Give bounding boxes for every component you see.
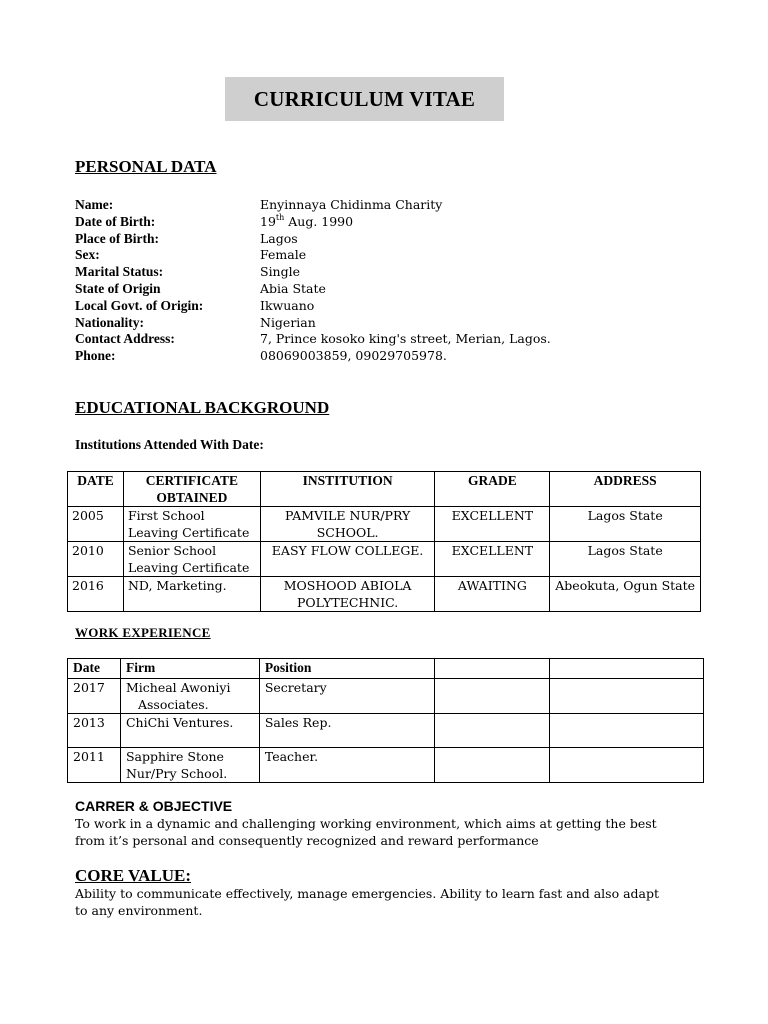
column-header bbox=[434, 659, 550, 679]
cell-empty bbox=[434, 748, 550, 783]
cell-address: Lagos State bbox=[550, 542, 701, 577]
cell-empty bbox=[550, 714, 704, 748]
field-value: Female bbox=[260, 247, 307, 262]
firm-line: Micheal Awoniyi bbox=[125, 680, 231, 695]
cell-date: 2010 bbox=[68, 542, 124, 577]
core-value-heading: CORE VALUE: bbox=[75, 866, 192, 885]
core-value-line: Ability to communicate effectively, manage emergencies. Ability to learn fast and also adapt bbox=[75, 886, 660, 901]
column-header: ADDRESS bbox=[550, 472, 701, 507]
personal-row-name bbox=[75, 196, 695, 213]
cell-institution: MOSHOOD ABIOLA POLYTECHNIC. bbox=[260, 577, 435, 612]
personal-row-nationality bbox=[75, 314, 695, 331]
field-value: Ikwuano bbox=[260, 298, 315, 313]
table-row bbox=[68, 507, 701, 542]
field-label: Phone: bbox=[75, 348, 116, 363]
personal-row-marital-status bbox=[75, 263, 695, 280]
column-header: INSTITUTION bbox=[260, 472, 435, 507]
firm-line: Nur/Pry School. bbox=[125, 766, 228, 781]
cell-empty bbox=[434, 679, 550, 714]
firm-line: Sapphire Stone bbox=[125, 749, 224, 764]
cell-date: 2017 bbox=[68, 679, 121, 714]
field-value bbox=[260, 213, 353, 230]
field-label: Sex: bbox=[75, 247, 100, 262]
field-value: Abia State bbox=[260, 281, 326, 296]
personal-data-heading: PERSONAL DATA bbox=[75, 157, 217, 176]
cell-firm bbox=[120, 714, 259, 748]
field-label: Marital Status: bbox=[75, 264, 164, 279]
cell-certificate: First School Leaving Certificate bbox=[123, 507, 260, 542]
cell-grade: EXCELLENT bbox=[435, 542, 550, 577]
personal-row-phone bbox=[75, 347, 695, 364]
field-value: Lagos bbox=[260, 231, 298, 246]
firm-line: ChiChi Ventures. bbox=[125, 715, 234, 730]
firm-line: Associates. bbox=[137, 697, 209, 712]
field-label: State of Origin bbox=[75, 281, 161, 296]
field-label: Date of Birth: bbox=[75, 214, 156, 229]
field-value: Nigerian bbox=[260, 315, 316, 330]
cell-date: 2005 bbox=[68, 507, 124, 542]
core-value-text bbox=[75, 885, 695, 919]
cell-date: 2013 bbox=[68, 714, 121, 748]
column-header: Position bbox=[259, 659, 434, 679]
column-header: Date bbox=[68, 659, 121, 679]
field-value: Single bbox=[260, 264, 301, 279]
cell-empty bbox=[434, 714, 550, 748]
personal-row-lga bbox=[75, 297, 695, 314]
field-label: Contact Address: bbox=[75, 331, 175, 346]
table-row bbox=[68, 542, 701, 577]
table-row bbox=[68, 714, 704, 748]
cell-date: 2011 bbox=[68, 748, 121, 783]
work-experience-table bbox=[67, 658, 704, 783]
column-header: Firm bbox=[120, 659, 259, 679]
dob-rest: Aug. 1990 bbox=[284, 214, 354, 229]
objective-heading: CARRER & OBJECTIVE bbox=[75, 798, 233, 814]
cell-date: 2016 bbox=[68, 577, 124, 612]
personal-row-state-of-origin bbox=[75, 280, 695, 297]
objective-line: from it’s personal and consequently recognized and reward performance bbox=[75, 833, 539, 848]
cell-grade: EXCELLENT bbox=[435, 507, 550, 542]
education-subheading: Institutions Attended With Date: bbox=[75, 437, 264, 452]
column-header bbox=[550, 659, 704, 679]
field-value: 08069003859, 09029705978. bbox=[260, 348, 447, 363]
cell-grade: AWAITING bbox=[435, 577, 550, 612]
education-table bbox=[67, 471, 701, 612]
document-title: CURRICULUM VITAE bbox=[225, 77, 504, 121]
cell-certificate: ND, Marketing. bbox=[123, 577, 260, 612]
column-header: CERTIFICATE OBTAINED bbox=[123, 472, 260, 507]
core-value-line: to any environment. bbox=[75, 903, 203, 918]
cell-institution: EASY FLOW COLLEGE. bbox=[260, 542, 435, 577]
table-row bbox=[68, 679, 704, 714]
cell-position: Secretary bbox=[259, 679, 434, 714]
field-label: Nationality: bbox=[75, 315, 144, 330]
personal-row-place-of-birth bbox=[75, 230, 695, 247]
cell-firm bbox=[120, 748, 259, 783]
education-heading: EDUCATIONAL BACKGROUND bbox=[75, 398, 330, 417]
cell-empty bbox=[550, 748, 704, 783]
table-header-row bbox=[68, 472, 701, 507]
field-label: Local Govt. of Origin: bbox=[75, 298, 204, 313]
personal-row-sex bbox=[75, 246, 695, 263]
field-value: 7, Prince kosoko king's street, Merian, Lagos. bbox=[260, 331, 551, 346]
column-header: DATE bbox=[68, 472, 124, 507]
field-label: Name: bbox=[75, 197, 114, 212]
work-experience-heading: WORK EXPERIENCE bbox=[75, 625, 211, 640]
cell-firm bbox=[120, 679, 259, 714]
column-header: GRADE bbox=[435, 472, 550, 507]
table-row bbox=[68, 577, 701, 612]
dob-suffix: th bbox=[275, 213, 285, 222]
objective-text bbox=[75, 815, 695, 849]
cell-address: Lagos State bbox=[550, 507, 701, 542]
cell-empty bbox=[550, 679, 704, 714]
table-header-row bbox=[68, 659, 704, 679]
objective-line: To work in a dynamic and challenging working environment, which aims at getting the best bbox=[75, 816, 657, 831]
dob-day: 19 bbox=[260, 214, 276, 229]
field-label: Place of Birth: bbox=[75, 231, 159, 246]
cell-position: Teacher. bbox=[259, 748, 434, 783]
cell-position: Sales Rep. bbox=[259, 714, 434, 748]
personal-row-dob bbox=[75, 213, 695, 230]
cell-address: Abeokuta, Ogun State bbox=[550, 577, 701, 612]
table-row bbox=[68, 748, 704, 783]
cell-certificate: Senior School Leaving Certificate bbox=[123, 542, 260, 577]
field-value: Enyinnaya Chidinma Charity bbox=[260, 197, 443, 212]
personal-row-address bbox=[75, 330, 695, 347]
cell-institution: PAMVILE NUR/PRY SCHOOL. bbox=[260, 507, 435, 542]
